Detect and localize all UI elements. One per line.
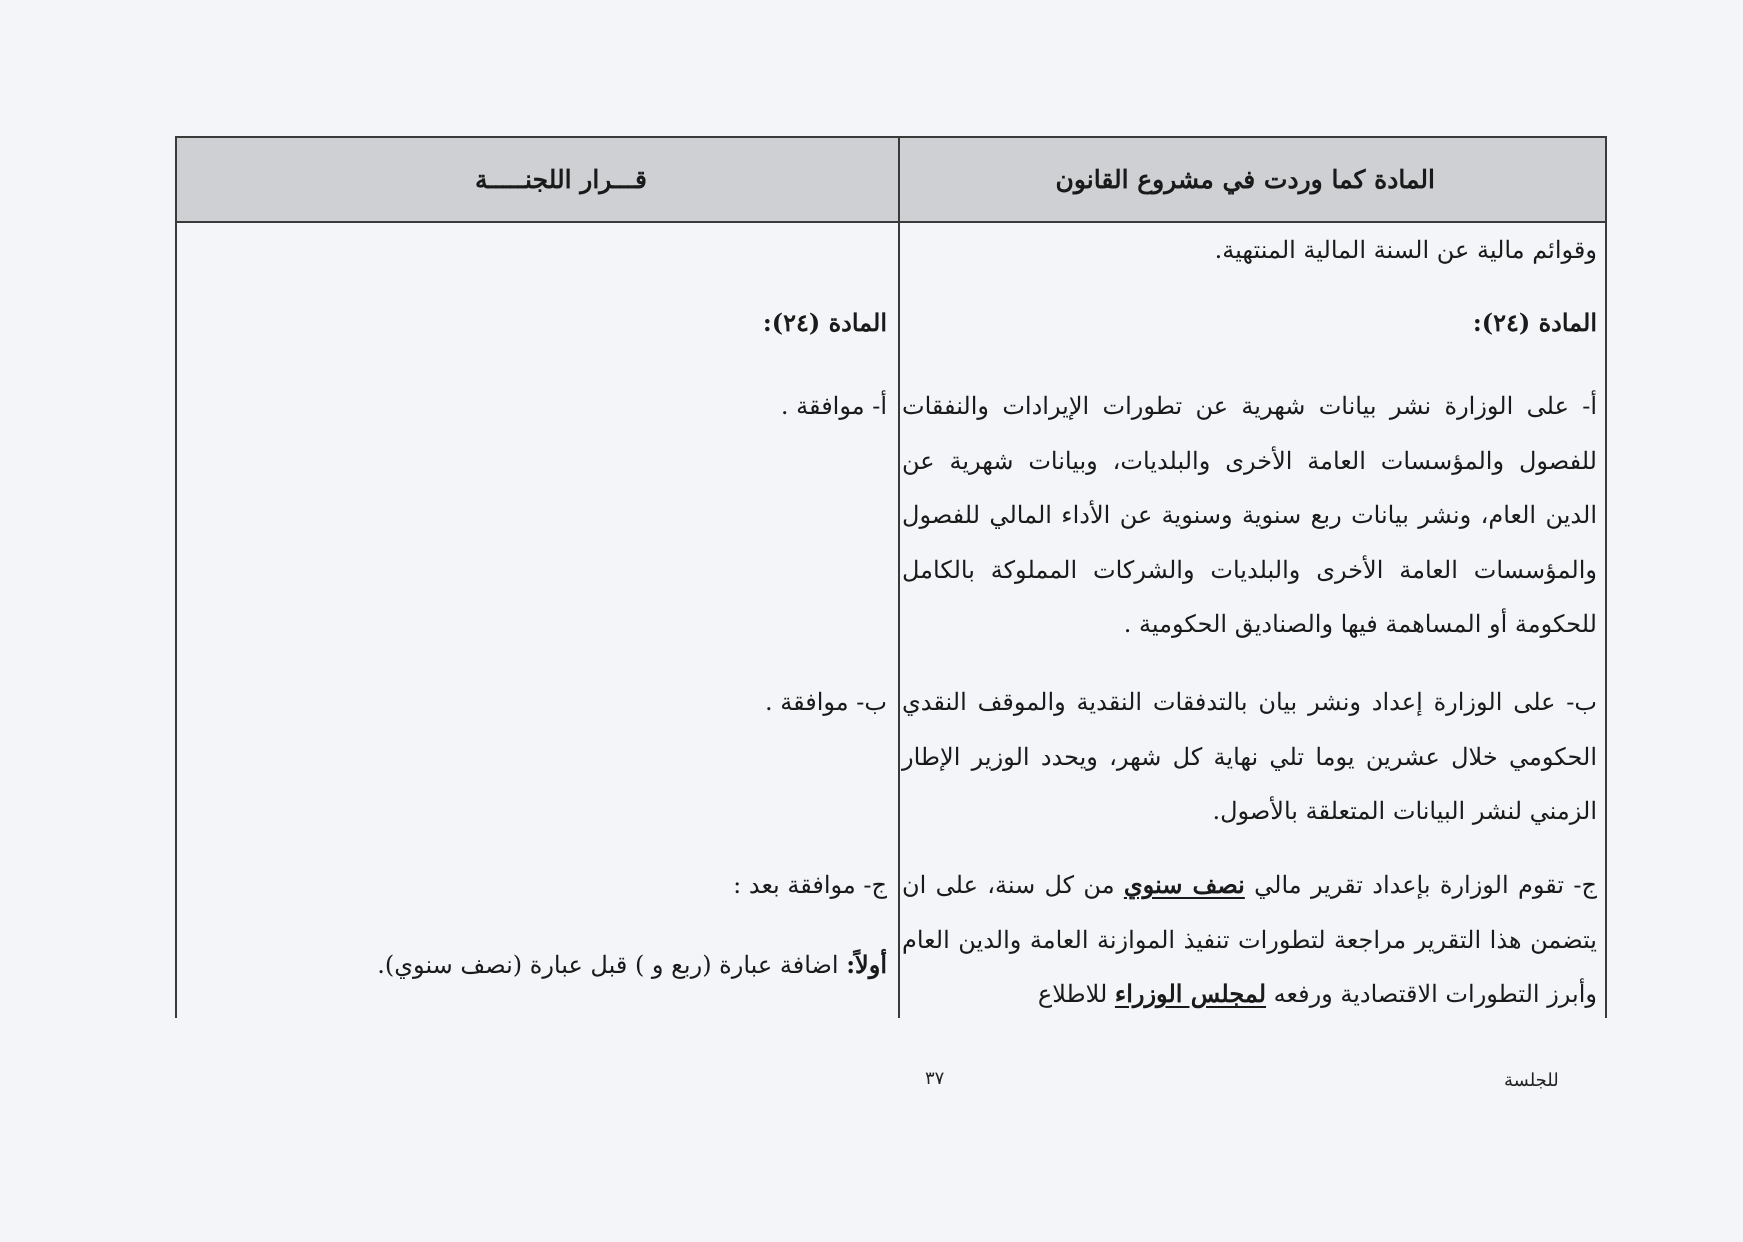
bill-paragraph-b: ب- على الوزارة إعداد ونشر بيان بالتدفقات النقدية والموقف النقدي الحكومي خلال عشرين يوما تلي نهاية كل شهر، ويحدد الوزير الإطار الزمني لنشر البيانات المتعلقة بالأصول.: [902, 688, 1597, 825]
bill-paragraph-c-part2: من كل سنة، على ان يتضمن هذا التقرير مراجعة لتطورات تنفيذ الموازنة العامة والدين العام وأبرز التطورات الاقتصادية ورفعه: [902, 871, 1597, 1008]
decision-article-heading: المادة (٢٤):: [762, 308, 887, 337]
bill-article-heading: المادة (٢٤):: [1472, 308, 1597, 337]
bill-paragraph-c-part3: للاطلاع: [1037, 980, 1115, 1008]
column-divider: [898, 138, 900, 1018]
decision-c: ج- موافقة بعد :: [733, 871, 887, 899]
footer-note: للجلسة: [1504, 1070, 1559, 1091]
bill-paragraph-c-underline-half-yearly: نصف سنوي: [1123, 870, 1245, 899]
comparison-table: [175, 136, 1607, 1018]
bill-paragraph-c: [902, 858, 1597, 1018]
header-committee-decision: قـــرار اللجنـــــة: [475, 165, 647, 194]
decision-c-first: [187, 938, 887, 993]
page-number: ٣٧: [925, 1068, 945, 1089]
decision-c-first-label: أولاً:: [846, 950, 887, 979]
bill-paragraph-c-part1: ج- تقوم الوزارة بإعداد تقرير مالي: [1244, 871, 1597, 899]
table-header-row: [177, 138, 1605, 223]
header-bill-text: المادة كما وردت في مشروع القانون: [1055, 165, 1435, 194]
bill-paragraph-a: أ- على الوزارة نشر بيانات شهرية عن تطورات الإيرادات والنفقات للفصول والمؤسسات العامة الأخرى والبلديات، وبيانات شهرية عن الدين العام، ونشر بيانات ربع سنوية وسنوية عن الأداء المالي للفصول والمؤسسات العامة الأخرى والبلديات والشركات المملوكة بالكامل للحكومة أو المساهمة فيها والصناديق الحكومية .: [902, 392, 1597, 638]
bill-paragraph-c-underline-council: لمجلس الوزراء: [1114, 979, 1267, 1008]
decision-b: ب- موافقة .: [765, 688, 887, 716]
decision-a: أ- موافقة .: [780, 392, 887, 420]
decision-c-first-text: اضافة عبارة (ربع و ) قبل عبارة (نصف سنوي).: [377, 951, 847, 979]
bill-continuation: وقوائم مالية عن السنة المالية المنتهية.: [1214, 236, 1597, 264]
